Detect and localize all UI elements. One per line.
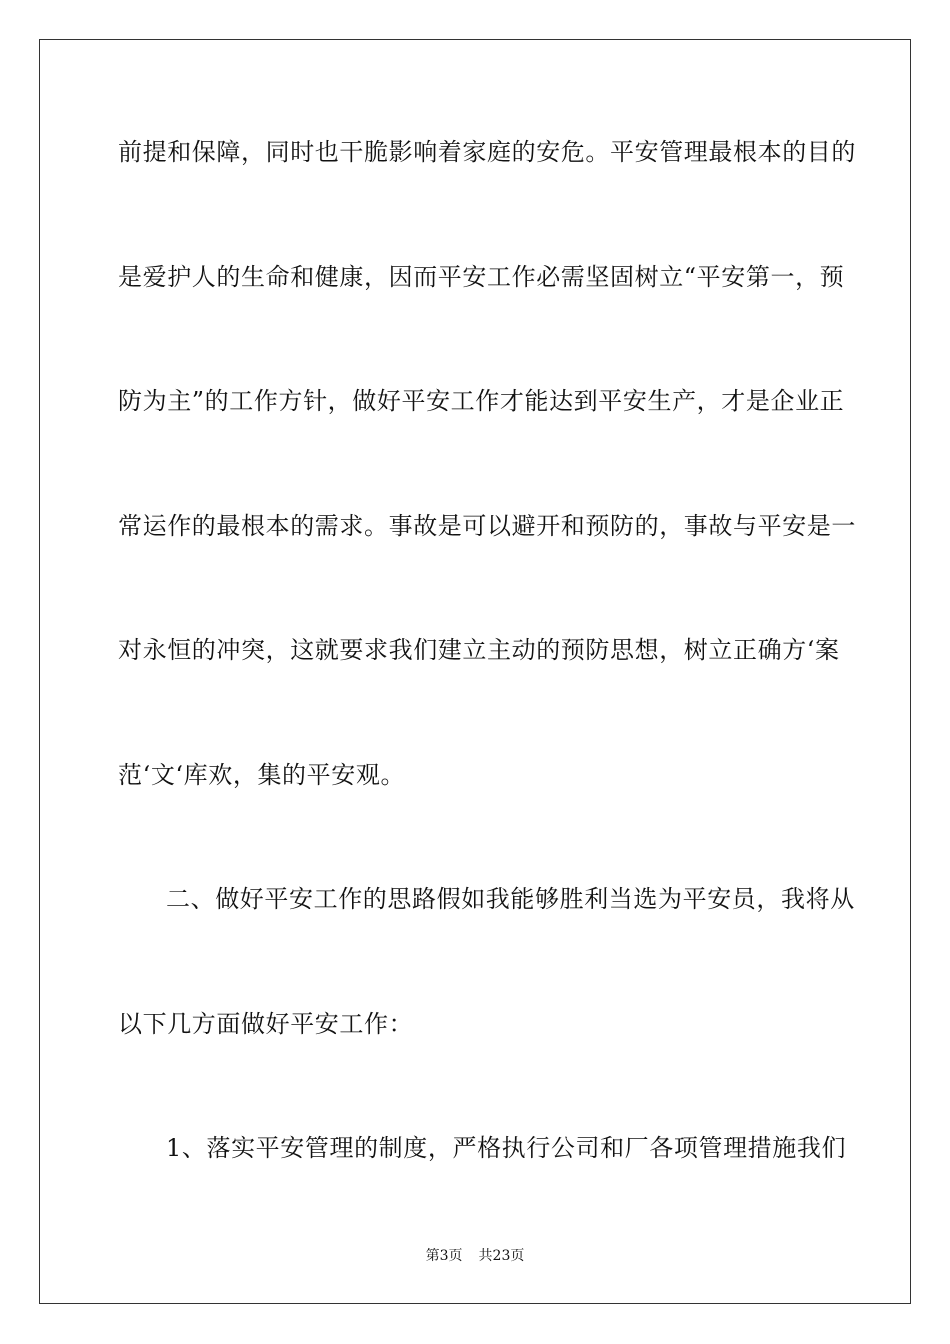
body-text-line-2: 是爱护人的生命和健康，因而平安工作必需坚固树立“平安第一，预 <box>118 263 845 291</box>
body-text-line-6: 范‘文‘库欢，集的平安观。 <box>118 761 406 789</box>
body-text-line-5: 对永恒的冲突，这就要求我们建立主动的预防思想，树立正确方‘案 <box>118 636 840 664</box>
total-pages: 共23页 <box>478 1248 525 1264</box>
section-heading-line: 二、做好平安工作的思路假如我能够胜利当选为平安员，我将从 <box>166 885 855 913</box>
page-border <box>39 39 911 1304</box>
body-text-line-4: 常运作的最根本的需求。事故是可以避开和预防的，事故与平安是一 <box>118 512 856 540</box>
body-text-line-3: 防为主”的工作方针，做好平安工作才能达到平安生产，才是企业正 <box>118 387 845 415</box>
body-text-line-1: 前提和保障，同时也干脆影响着家庭的安危。平安管理最根本的目的 <box>118 138 856 166</box>
body-text-line-8: 以下几方面做好平安工作： <box>118 1010 414 1038</box>
list-item-line-1: 1、落实平安管理的制度，严格执行公司和厂各项管理措施我们 <box>166 1134 847 1162</box>
page-footer <box>0 1247 950 1265</box>
page-number: 第3页 <box>425 1248 463 1264</box>
